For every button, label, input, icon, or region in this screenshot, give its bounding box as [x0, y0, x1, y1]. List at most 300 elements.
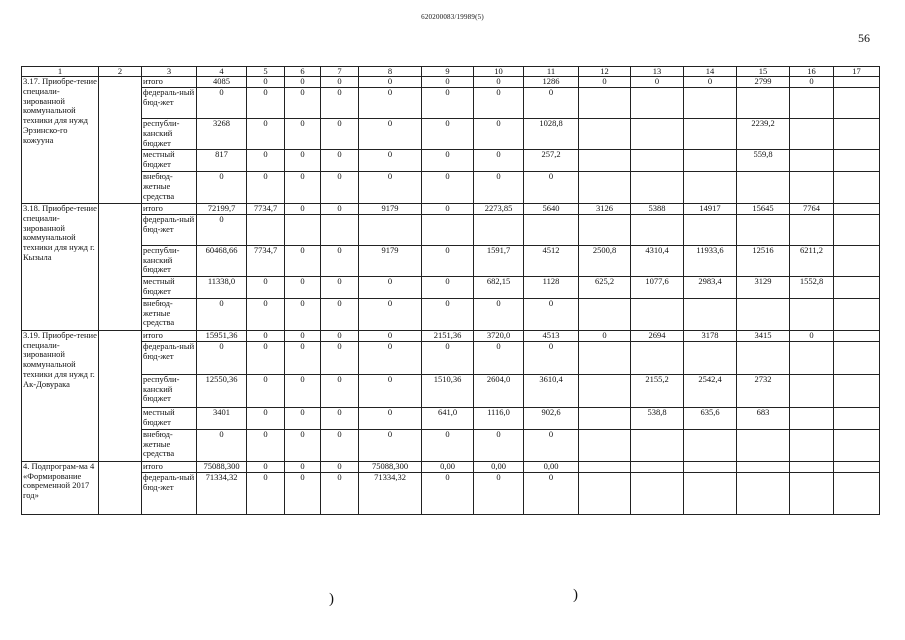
table-row: [22, 245, 880, 276]
value-cell: [422, 214, 474, 245]
table-row: [22, 472, 880, 514]
program-name: 3.17. Приобре-тение специали-зированной коммунальной техники для нужд Эрзинско-го кожууна: [22, 77, 99, 204]
value-cell: [790, 472, 834, 514]
value-cell: [834, 407, 880, 429]
value-cell: 5388: [631, 204, 684, 215]
value-cell: 2273,85: [474, 204, 524, 215]
value-cell: [631, 150, 684, 172]
empty-cell: [99, 204, 142, 331]
value-cell: 0: [474, 88, 524, 119]
funding-source: федераль-ный бюд-жет: [142, 214, 197, 245]
value-cell: 0: [422, 341, 474, 374]
value-cell: 641,0: [422, 407, 474, 429]
funding-source: федераль-ный бюд-жет: [142, 341, 197, 374]
value-cell: 7734,7: [247, 204, 285, 215]
value-cell: [631, 119, 684, 150]
column-header: 15: [737, 67, 790, 77]
value-cell: 0: [422, 429, 474, 461]
header-row: [22, 67, 880, 77]
value-cell: 0: [197, 214, 247, 245]
program-name: 4. Подпрограм-ма 4 «Формирование современной 2017 год»: [22, 461, 99, 514]
table-row: [22, 374, 880, 407]
value-cell: [579, 88, 631, 119]
funding-source: итого: [142, 461, 197, 472]
value-cell: 60468,66: [197, 245, 247, 276]
value-cell: [737, 88, 790, 119]
value-cell: 0,00: [524, 461, 579, 472]
value-cell: 0: [197, 298, 247, 330]
funding-source: федераль-ный бюд-жет: [142, 88, 197, 119]
value-cell: 2155,2: [631, 374, 684, 407]
value-cell: 0: [321, 298, 359, 330]
column-header: 2: [99, 67, 142, 77]
value-cell: [790, 214, 834, 245]
value-cell: 0: [524, 172, 579, 204]
value-cell: [737, 341, 790, 374]
value-cell: [684, 150, 737, 172]
value-cell: 0: [247, 77, 285, 88]
table-row: [22, 88, 880, 119]
value-cell: 0: [422, 119, 474, 150]
value-cell: [790, 341, 834, 374]
value-cell: 0: [285, 330, 321, 341]
value-cell: [579, 119, 631, 150]
value-cell: [684, 119, 737, 150]
value-cell: 0: [474, 341, 524, 374]
value-cell: [579, 407, 631, 429]
value-cell: 0: [359, 341, 422, 374]
value-cell: 0: [285, 374, 321, 407]
value-cell: 71334,32: [197, 472, 247, 514]
signature-mark-left: ): [329, 591, 334, 607]
value-cell: 0: [579, 77, 631, 88]
value-cell: 0: [197, 88, 247, 119]
value-cell: 0: [321, 461, 359, 472]
value-cell: 3401: [197, 407, 247, 429]
funding-source: республи-канский бюджет: [142, 119, 197, 150]
table-row: [22, 204, 880, 215]
value-cell: [790, 172, 834, 204]
value-cell: 0: [474, 119, 524, 150]
value-cell: 257,2: [524, 150, 579, 172]
value-cell: 0: [285, 245, 321, 276]
value-cell: 0: [359, 374, 422, 407]
funding-source: итого: [142, 330, 197, 341]
value-cell: 0: [285, 461, 321, 472]
value-cell: [359, 214, 422, 245]
value-cell: 0: [247, 407, 285, 429]
value-cell: 0: [247, 172, 285, 204]
value-cell: 0: [285, 341, 321, 374]
value-cell: [285, 214, 321, 245]
signature-mark-right: ): [573, 587, 578, 603]
value-cell: 0: [321, 429, 359, 461]
value-cell: 2500,8: [579, 245, 631, 276]
value-cell: 11933,6: [684, 245, 737, 276]
value-cell: 7734,7: [247, 245, 285, 276]
value-cell: 0: [285, 407, 321, 429]
value-cell: [737, 461, 790, 472]
value-cell: 0: [422, 150, 474, 172]
value-cell: 0: [524, 298, 579, 330]
value-cell: 0: [524, 429, 579, 461]
value-cell: 0: [321, 245, 359, 276]
value-cell: [631, 298, 684, 330]
value-cell: 11338,0: [197, 276, 247, 298]
value-cell: 0: [422, 472, 474, 514]
table-row: [22, 330, 880, 341]
value-cell: 1552,8: [790, 276, 834, 298]
funding-source: местный бюджет: [142, 276, 197, 298]
column-header: 12: [579, 67, 631, 77]
value-cell: 0: [197, 429, 247, 461]
value-cell: 682,15: [474, 276, 524, 298]
table-row: [22, 150, 880, 172]
value-cell: [524, 214, 579, 245]
funding-source: федераль-ный бюд-жет: [142, 472, 197, 514]
column-header: 17: [834, 67, 880, 77]
value-cell: 0: [321, 150, 359, 172]
value-cell: [579, 172, 631, 204]
value-cell: 75088,300: [359, 461, 422, 472]
value-cell: [321, 214, 359, 245]
column-header: 1: [22, 67, 99, 77]
funding-source: итого: [142, 77, 197, 88]
value-cell: [684, 472, 737, 514]
page-number: 56: [858, 31, 870, 45]
value-cell: [684, 172, 737, 204]
column-header: 8: [359, 67, 422, 77]
column-header: 9: [422, 67, 474, 77]
value-cell: 0: [321, 341, 359, 374]
value-cell: 559,8: [737, 150, 790, 172]
value-cell: [834, 150, 880, 172]
document-id: 620200083/19989(5): [421, 13, 484, 21]
value-cell: 0: [321, 172, 359, 204]
value-cell: 0: [474, 150, 524, 172]
value-cell: [631, 172, 684, 204]
value-cell: 625,2: [579, 276, 631, 298]
value-cell: 0: [285, 119, 321, 150]
value-cell: [737, 172, 790, 204]
value-cell: 0: [197, 341, 247, 374]
program-name: 3.18. Приобре-тение специали-зированной коммунальной техники для нужд г. Кызыла: [22, 204, 99, 331]
value-cell: [579, 429, 631, 461]
value-cell: 902,6: [524, 407, 579, 429]
value-cell: 0: [285, 172, 321, 204]
table-row: [22, 298, 880, 330]
value-cell: [790, 461, 834, 472]
value-cell: 0: [321, 407, 359, 429]
value-cell: 0: [422, 88, 474, 119]
value-cell: 2694: [631, 330, 684, 341]
value-cell: 0: [684, 77, 737, 88]
value-cell: [834, 429, 880, 461]
value-cell: 0: [247, 150, 285, 172]
empty-cell: [99, 330, 142, 461]
value-cell: [834, 341, 880, 374]
column-header: 7: [321, 67, 359, 77]
value-cell: 0: [422, 245, 474, 276]
value-cell: 0,00: [422, 461, 474, 472]
table-row: [22, 461, 880, 472]
value-cell: 0: [790, 77, 834, 88]
value-cell: [834, 330, 880, 341]
value-cell: [737, 298, 790, 330]
value-cell: 7764: [790, 204, 834, 215]
value-cell: 0,00: [474, 461, 524, 472]
value-cell: [790, 374, 834, 407]
value-cell: 0: [579, 330, 631, 341]
value-cell: 0: [359, 330, 422, 341]
value-cell: 0: [422, 172, 474, 204]
value-cell: 15951,36: [197, 330, 247, 341]
value-cell: 0: [359, 407, 422, 429]
value-cell: 0: [631, 77, 684, 88]
funding-source: внебюд-жетные средства: [142, 172, 197, 204]
column-header: 10: [474, 67, 524, 77]
value-cell: 2799: [737, 77, 790, 88]
value-cell: 0: [247, 429, 285, 461]
column-header: 11: [524, 67, 579, 77]
value-cell: [474, 214, 524, 245]
value-cell: [737, 429, 790, 461]
value-cell: 12516: [737, 245, 790, 276]
empty-cell: [99, 77, 142, 204]
budget-table: [21, 66, 880, 515]
value-cell: 2983,4: [684, 276, 737, 298]
value-cell: 1591,7: [474, 245, 524, 276]
value-cell: 0: [422, 77, 474, 88]
value-cell: [834, 88, 880, 119]
value-cell: 0: [247, 298, 285, 330]
value-cell: 0: [474, 429, 524, 461]
value-cell: [834, 172, 880, 204]
value-cell: [684, 341, 737, 374]
value-cell: 0: [247, 330, 285, 341]
value-cell: 15645: [737, 204, 790, 215]
value-cell: 1510,36: [422, 374, 474, 407]
value-cell: 538,8: [631, 407, 684, 429]
column-header: 13: [631, 67, 684, 77]
value-cell: 3720,0: [474, 330, 524, 341]
value-cell: [631, 429, 684, 461]
funding-source: местный бюджет: [142, 150, 197, 172]
value-cell: 0: [321, 276, 359, 298]
value-cell: [631, 341, 684, 374]
value-cell: [684, 214, 737, 245]
value-cell: 0: [359, 172, 422, 204]
value-cell: [631, 461, 684, 472]
value-cell: 75088,300: [197, 461, 247, 472]
table-row: [22, 429, 880, 461]
value-cell: [684, 298, 737, 330]
value-cell: 2604,0: [474, 374, 524, 407]
value-cell: [247, 214, 285, 245]
value-cell: [631, 472, 684, 514]
value-cell: 14917: [684, 204, 737, 215]
value-cell: 0: [321, 374, 359, 407]
value-cell: [579, 298, 631, 330]
value-cell: 2542,4: [684, 374, 737, 407]
table-row: [22, 77, 880, 88]
value-cell: 5640: [524, 204, 579, 215]
value-cell: 0: [285, 472, 321, 514]
value-cell: 3268: [197, 119, 247, 150]
value-cell: 0: [321, 77, 359, 88]
value-cell: [834, 461, 880, 472]
funding-source: внебюд-жетные средства: [142, 429, 197, 461]
value-cell: [631, 214, 684, 245]
value-cell: 635,6: [684, 407, 737, 429]
value-cell: 683: [737, 407, 790, 429]
value-cell: 0: [524, 341, 579, 374]
value-cell: 1116,0: [474, 407, 524, 429]
value-cell: [579, 461, 631, 472]
value-cell: 2239,2: [737, 119, 790, 150]
value-cell: 3129: [737, 276, 790, 298]
value-cell: 0: [321, 330, 359, 341]
column-header: 5: [247, 67, 285, 77]
value-cell: [684, 88, 737, 119]
value-cell: 0: [359, 88, 422, 119]
funding-source: республи-канский бюджет: [142, 245, 197, 276]
value-cell: [579, 214, 631, 245]
program-name: 3.19. Приобре-тение специали-зированной коммунальной техники для нужд г. Ак-Довурака: [22, 330, 99, 461]
value-cell: 1286: [524, 77, 579, 88]
table-row: [22, 119, 880, 150]
value-cell: 6211,2: [790, 245, 834, 276]
funding-source: местный бюджет: [142, 407, 197, 429]
value-cell: [834, 472, 880, 514]
value-cell: 0: [285, 429, 321, 461]
value-cell: 0: [285, 276, 321, 298]
value-cell: 0: [321, 472, 359, 514]
value-cell: 0: [474, 77, 524, 88]
value-cell: [579, 472, 631, 514]
value-cell: 0: [321, 204, 359, 215]
value-cell: 0: [359, 119, 422, 150]
value-cell: [790, 119, 834, 150]
table-row: [22, 172, 880, 204]
value-cell: [790, 429, 834, 461]
value-cell: [737, 472, 790, 514]
value-cell: 3415: [737, 330, 790, 341]
value-cell: [834, 204, 880, 215]
value-cell: 2151,36: [422, 330, 474, 341]
value-cell: [790, 407, 834, 429]
value-cell: [834, 77, 880, 88]
value-cell: 9179: [359, 204, 422, 215]
value-cell: [790, 298, 834, 330]
value-cell: 0: [285, 298, 321, 330]
value-cell: 0: [524, 472, 579, 514]
value-cell: 12550,36: [197, 374, 247, 407]
value-cell: 0: [285, 77, 321, 88]
value-cell: 71334,32: [359, 472, 422, 514]
funding-source: итого: [142, 204, 197, 215]
value-cell: 817: [197, 150, 247, 172]
value-cell: 4310,4: [631, 245, 684, 276]
value-cell: 0: [247, 341, 285, 374]
value-cell: 0: [285, 204, 321, 215]
value-cell: 0: [247, 88, 285, 119]
value-cell: 0: [359, 276, 422, 298]
value-cell: 0: [285, 150, 321, 172]
value-cell: 3610,4: [524, 374, 579, 407]
value-cell: 4513: [524, 330, 579, 341]
funding-source: внебюд-жетные средства: [142, 298, 197, 330]
value-cell: 0: [359, 77, 422, 88]
value-cell: [834, 245, 880, 276]
value-cell: 0: [422, 204, 474, 215]
value-cell: [684, 461, 737, 472]
value-cell: [579, 150, 631, 172]
value-cell: 4512: [524, 245, 579, 276]
value-cell: 0: [247, 119, 285, 150]
column-header: 16: [790, 67, 834, 77]
value-cell: 0: [247, 472, 285, 514]
value-cell: [684, 429, 737, 461]
value-cell: 0: [359, 150, 422, 172]
table-row: [22, 341, 880, 374]
empty-cell: [99, 461, 142, 514]
column-header: 3: [142, 67, 197, 77]
value-cell: 0: [321, 119, 359, 150]
value-cell: 0: [285, 88, 321, 119]
value-cell: [790, 150, 834, 172]
value-cell: [631, 88, 684, 119]
value-cell: [834, 298, 880, 330]
value-cell: 0: [321, 88, 359, 119]
value-cell: [834, 276, 880, 298]
funding-source: республи-канский бюджет: [142, 374, 197, 407]
value-cell: 1128: [524, 276, 579, 298]
value-cell: 3178: [684, 330, 737, 341]
value-cell: 0: [524, 88, 579, 119]
value-cell: 0: [474, 298, 524, 330]
value-cell: [834, 119, 880, 150]
value-cell: [737, 214, 790, 245]
value-cell: 0: [422, 298, 474, 330]
value-cell: 0: [790, 330, 834, 341]
value-cell: 0: [359, 298, 422, 330]
value-cell: 1077,6: [631, 276, 684, 298]
table-row: [22, 214, 880, 245]
value-cell: 72199,7: [197, 204, 247, 215]
value-cell: 2732: [737, 374, 790, 407]
value-cell: [834, 374, 880, 407]
value-cell: [579, 341, 631, 374]
column-header: 4: [197, 67, 247, 77]
value-cell: 0: [474, 472, 524, 514]
value-cell: 9179: [359, 245, 422, 276]
column-header: 14: [684, 67, 737, 77]
value-cell: 0: [247, 276, 285, 298]
value-cell: 0: [247, 374, 285, 407]
value-cell: [790, 88, 834, 119]
value-cell: 0: [359, 429, 422, 461]
value-cell: 4085: [197, 77, 247, 88]
value-cell: 0: [247, 461, 285, 472]
value-cell: 0: [197, 172, 247, 204]
table-row: [22, 407, 880, 429]
value-cell: 3126: [579, 204, 631, 215]
value-cell: 0: [422, 276, 474, 298]
value-cell: 0: [474, 172, 524, 204]
column-header: 6: [285, 67, 321, 77]
value-cell: [579, 374, 631, 407]
